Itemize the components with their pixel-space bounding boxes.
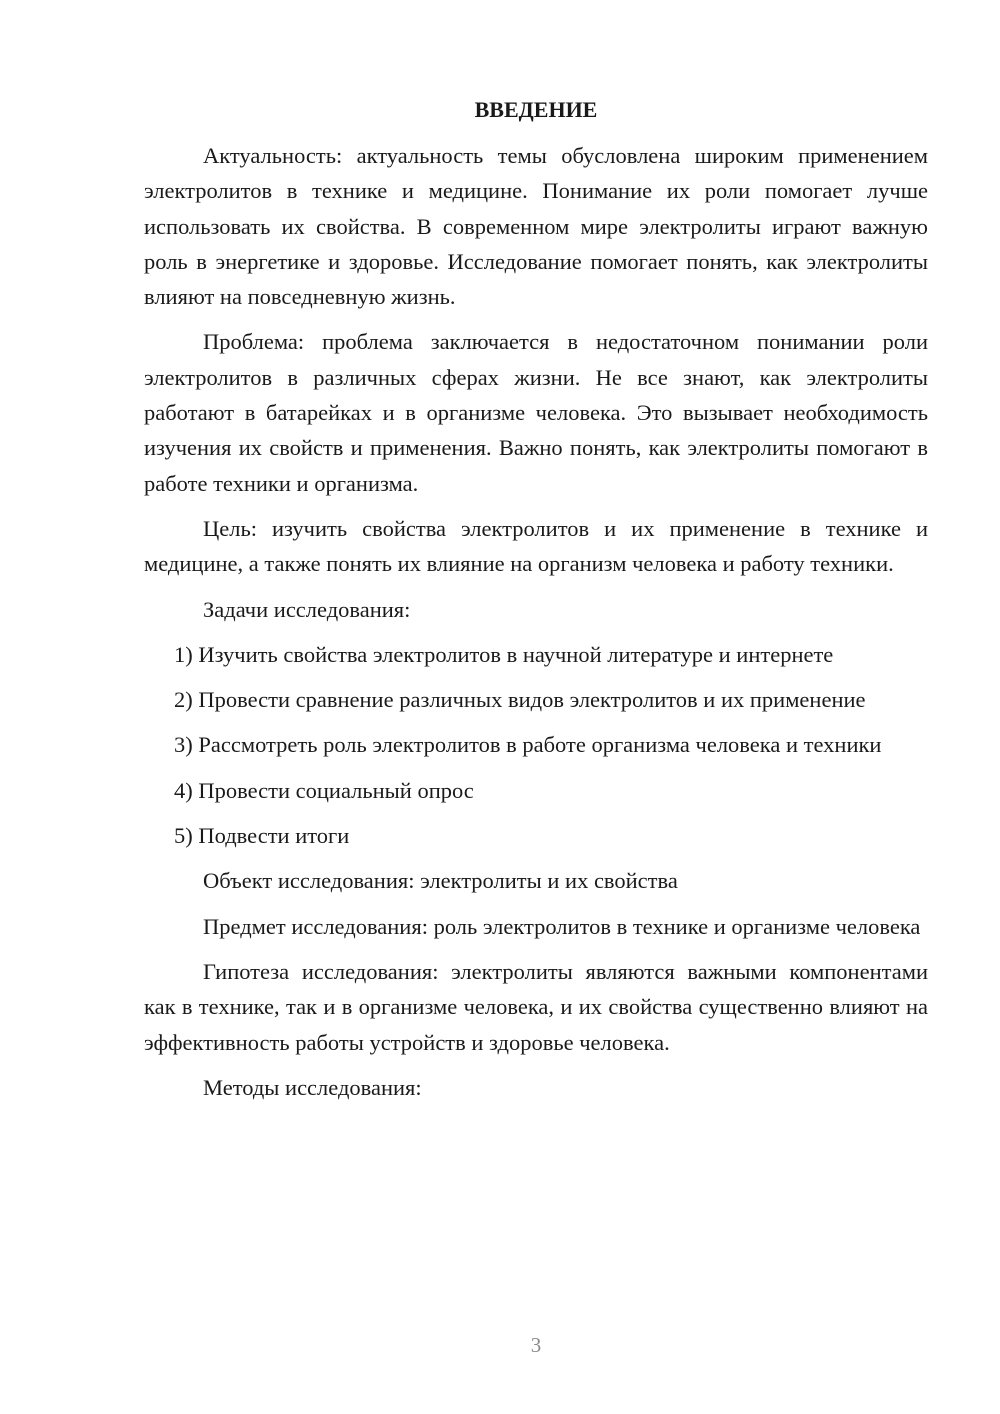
- paragraph-relevance: Актуальность: актуальность темы обусловлена широким применением электролитов в технике и медицине. Понимание их роли помогает лучше использовать их свойства. В современном мире электролиты играют важную роль в энергетике и здоровье. Исследование помогает понять, как электролиты влияют на повседневную жизнь.: [144, 143, 928, 310]
- paragraph-goal: Цель: изучить свойства электролитов и их применение в технике и медицине, а также понять их влияние на организм человека и работу техники.: [144, 515, 928, 577]
- document-page: [144, 92, 928, 1105]
- paragraph-subject: Предмет исследования: роль электролитов в технике и организме человека: [203, 913, 921, 939]
- page-number: 3: [530, 1333, 542, 1357]
- paragraph-hypothesis: Гипотеза исследования: электролиты являются важными компонентами как в технике, так и в организме человека, и их свойства существенно влияют на эффективность работы устройств и здоровье человека.: [144, 958, 928, 1055]
- task-item-2: 2) Провести сравнение различных видов электролитов и их применение: [174, 687, 866, 713]
- section-title: ВВЕДЕНИЕ: [474, 97, 598, 122]
- task-item-1: 1) Изучить свойства электролитов в научной литературе и интернете: [174, 641, 834, 667]
- paragraph-problem: Проблема: проблема заключается в недостаточном понимании роли электролитов в различных сферах жизни. Не все знают, как электролиты работают в батарейках и в организме человека. Это вызывает необходимость изучения их свойств и применения. Важно понять, как электролиты помогают в работе техники и организма.: [144, 329, 928, 496]
- paragraph-tasks-heading: Задачи исследования:: [203, 596, 411, 622]
- task-item-4: 4) Провести социальный опрос: [174, 777, 474, 803]
- paragraph-methods: Методы исследования:: [203, 1074, 422, 1100]
- task-item-5: 5) Подвести итоги: [174, 823, 350, 849]
- paragraph-object: Объект исследования: электролиты и их свойства: [203, 868, 678, 894]
- task-item-3: 3) Рассмотреть роль электролитов в работе организма человека и техники: [174, 732, 882, 758]
